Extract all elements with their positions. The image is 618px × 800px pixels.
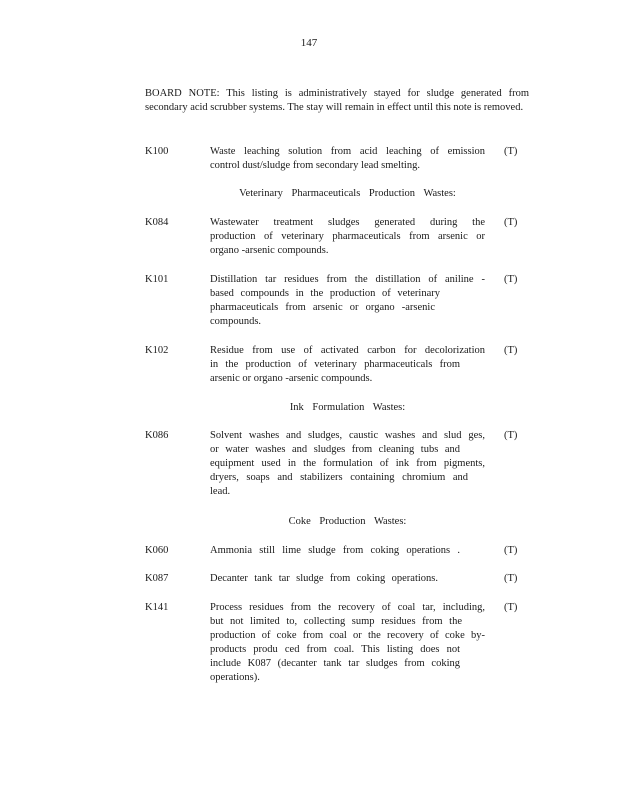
description-line: Wastewater treatment sludges generated during the (210, 217, 485, 228)
hazard-code: (T) (504, 545, 518, 556)
hazard-code: (T) (504, 345, 518, 356)
description-line: products produ ced from coal. This listing does not (210, 644, 460, 655)
hazard-code: (T) (504, 274, 518, 285)
waste-code: K086 (145, 430, 169, 441)
section-heading-ink: Ink Formulation Wastes: (289, 402, 406, 413)
hazard-code: (T) (504, 146, 518, 157)
description-line: Ammonia still lime sludge from coking operations . (210, 545, 460, 556)
waste-description (210, 145, 485, 173)
hazard-code: (T) (504, 573, 518, 584)
waste-code: K087 (145, 573, 169, 584)
description-line: Distillation tar residues from the distillation of aniline - (210, 274, 485, 285)
description-line: lead. (210, 486, 231, 497)
hazard-code: (T) (504, 217, 518, 228)
waste-description (210, 344, 485, 386)
waste-code: K060 (145, 545, 169, 556)
hazard-code: (T) (504, 602, 518, 613)
description-line: Process residues from the recovery of coal tar, including, (210, 602, 485, 613)
description-line: control dust/sludge from secondary lead smelting. (210, 160, 420, 171)
description-line: pharmaceuticals from arsenic or organo -arsenic (210, 302, 435, 313)
waste-description (210, 429, 485, 499)
section-heading-coke: Coke Production Wastes: (288, 516, 407, 527)
waste-description (210, 572, 485, 586)
waste-code: K100 (145, 146, 169, 157)
description-line: arsenic or organo -arsenic compounds. (210, 373, 373, 384)
waste-code: K101 (145, 274, 169, 285)
waste-code: K084 (145, 217, 169, 228)
description-line: Residue from use of activated carbon for decolorization (210, 345, 485, 356)
waste-code: K141 (145, 602, 169, 613)
waste-description (210, 273, 485, 329)
description-line: Decanter tank tar sludge from coking operations. (210, 573, 438, 584)
description-line: production of veterinary pharmaceuticals from arsenic or (210, 231, 485, 242)
description-line: include K087 (decanter tank tar sludges from coking (210, 658, 460, 669)
description-line: but not limited to, collecting sump residues from the (210, 616, 462, 627)
description-line: organo -arsenic compounds. (210, 245, 329, 256)
page-number: 147 (300, 37, 318, 49)
description-line: compounds. (210, 316, 262, 327)
description-line: equipment used in the formulation of ink from pigments, (210, 458, 485, 469)
description-line: Solvent washes and sludges, caustic washes and slud ges, (210, 430, 485, 441)
description-line: production of coke from coal or the recovery of coke by- (210, 630, 485, 641)
hazard-code: (T) (504, 430, 518, 441)
section-heading-veterinary: Veterinary Pharmaceuticals Production Wastes: (239, 188, 456, 199)
waste-code: K102 (145, 345, 169, 356)
description-line: based compounds in the production of veterinary (210, 288, 440, 299)
board-note: BOARD NOTE: This listing is administratively stayed for sludge generated from secondary acid scrubber systems. The stay will remain in effect until this note is removed. (145, 88, 529, 113)
description-line: Waste leaching solution from acid leaching of emission (210, 146, 485, 157)
description-line: dryers, soaps and stabilizers containing chromium and (210, 472, 468, 483)
waste-description (210, 216, 485, 258)
description-line: or water washes and sludges from cleaning tubs and (210, 444, 460, 455)
description-line: operations). (210, 672, 260, 683)
waste-description (210, 601, 485, 685)
description-line: in the production of veterinary pharmaceuticals from (210, 359, 460, 370)
waste-description (210, 544, 485, 558)
